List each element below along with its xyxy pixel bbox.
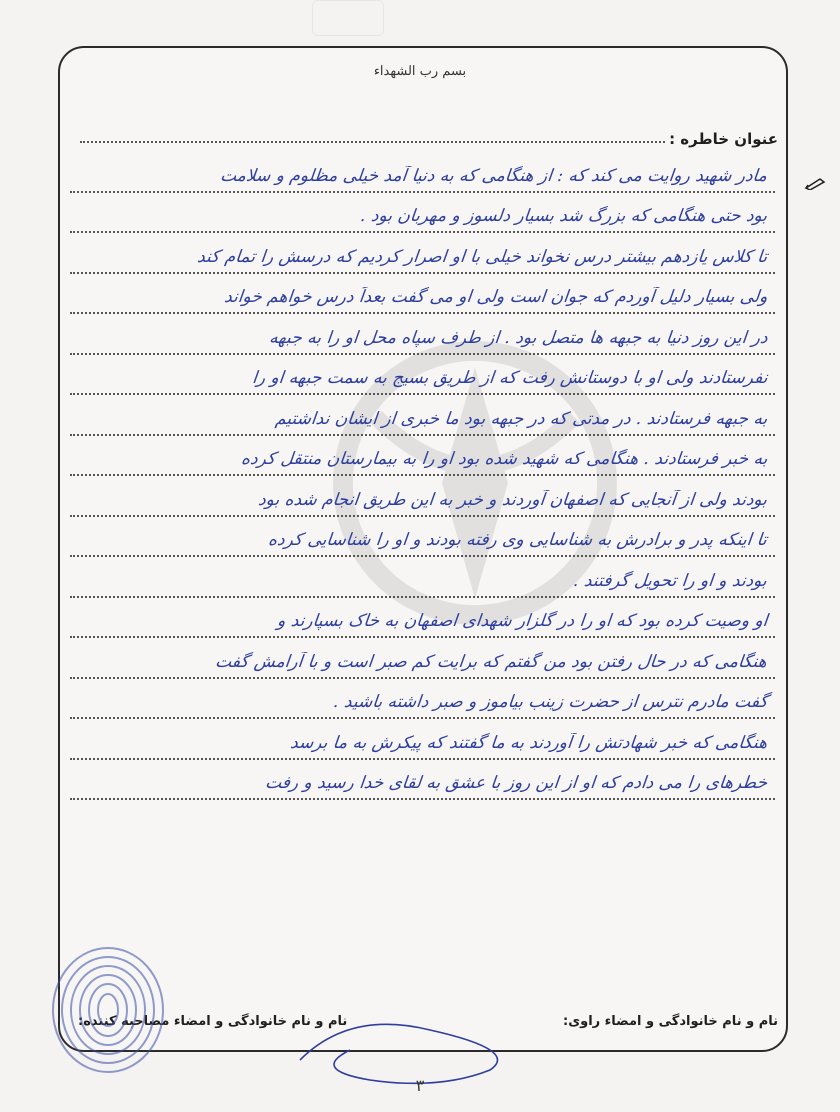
background-stamp (312, 0, 384, 36)
memoir-title-row (80, 122, 778, 148)
handwritten-text: ولی بسیار دلیل آوردم که جوان است ولی او می گفت بعداً درس خواهم خواند (222, 287, 769, 307)
handwritten-text: بودند ولی از آنجایی که اصفهان آوردند و خبر به این طریق انجام شده بود (257, 489, 769, 510)
handwritten-text: به خبر فرستادند . هنگامی که شهید شده بود او را به بیمارستان منتقل کرده (239, 449, 769, 469)
handwritten-text: گفت مادرم نترس از حضرت زینب بیاموز و صبر داشته باشید . (331, 692, 769, 712)
handwritten-text: هنگامی که در حال رفتن بود من گفتم که برایت کم صبر است و با آرامش گفت (214, 651, 769, 672)
handwritten-text: تا کلاس یازدهم بیشتر درس نخواند خیلی با او اصرار کردیم که درسش را تمام کند (196, 246, 769, 267)
title-dotted-line (80, 141, 665, 143)
handwritten-text: در این روز دنیا به جبهه ها متصل بود . از طرف سپاه محل او را به جبهه (267, 327, 769, 348)
page-number: ٣ (415, 1076, 425, 1095)
handwritten-text: نفرستادند ولی او با دوستانش رفت که از طریق بسیج به سمت جبهه او را (250, 368, 769, 388)
handwritten-line (70, 355, 775, 396)
handwritten-line (70, 760, 775, 801)
handwritten-line (70, 719, 775, 760)
handwritten-line (70, 395, 775, 436)
handwritten-line (70, 557, 775, 598)
handwritten-text: تا اینکه پدر و برادرش به شناسایی وی رفته بودند و او را شناسایی کرده (267, 530, 769, 550)
handwritten-line (70, 193, 775, 234)
handwritten-text: هنگامی که خبر شهادتش را آوردند به ما گفتند که پیکرش به ما برسد (289, 732, 769, 753)
handwritten-line (70, 233, 775, 274)
handwritten-line (70, 314, 775, 355)
handwritten-line (70, 679, 775, 720)
narrator-signature-label: نام و نام خانوادگی و امضاء راوی: (563, 1014, 778, 1029)
handwritten-text: به جبهه فرستادند . در مدتی که در جبهه بود ما خبری از ایشان نداشتیم (274, 408, 769, 429)
handwritten-line (70, 476, 775, 517)
handwritten-line (70, 152, 775, 193)
pencil-icon (804, 176, 826, 190)
memoir-title-label: عنوان خاطره : (669, 130, 778, 148)
handwritten-text: خطرهای را می دادم که او از این روز با عشق به لقای خدا رسید و رفت (264, 773, 769, 793)
handwritten-text: بودند و او را تحویل گرفتند . (572, 570, 769, 591)
fingerprint-icon (38, 930, 178, 1080)
handwritten-line (70, 274, 775, 315)
handwritten-line (70, 598, 775, 639)
interviewer-signature-label: نام و نام خانوادگی و امضاء مصاحبه کننده: (78, 1014, 348, 1029)
handwritten-line (70, 638, 775, 679)
handwritten-line (70, 436, 775, 477)
handwritten-text: او وصیت کرده بود که او را در گلزار شهدای اصفهان به خاک بسپارند و (275, 611, 769, 631)
bismillah-heading: بسم رب الشهداء (373, 64, 467, 79)
handwritten-text: بود حتی هنگامی که بزرگ شد بسیار دلسوز و مهربان بود . (359, 206, 769, 226)
handwritten-line (70, 517, 775, 558)
handwritten-lines (70, 152, 775, 800)
handwritten-text: مادر شهید روایت می کند که : از هنگامی که به دنیا آمد خیلی مظلوم و سلامت (219, 165, 769, 186)
